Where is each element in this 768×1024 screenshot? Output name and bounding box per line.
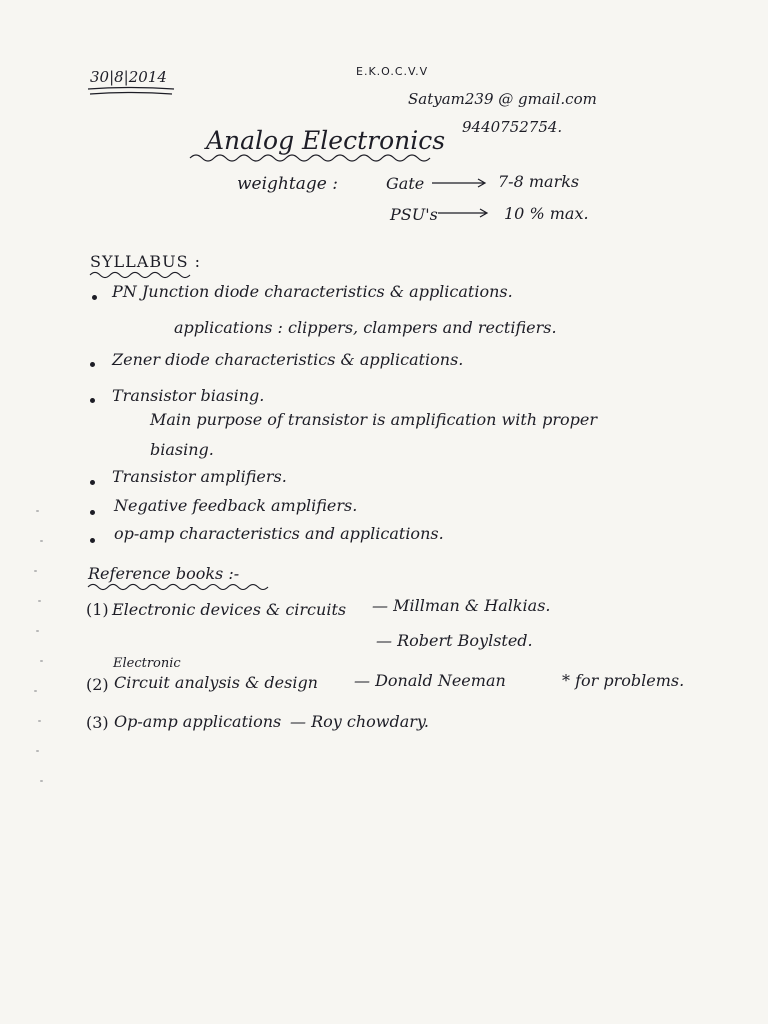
syllabus-item: Transistor biasing.: [112, 386, 265, 405]
reference-title: Electronic devices & circuits: [112, 600, 347, 619]
email: Satyam239 @ gmail.com: [408, 90, 597, 108]
date-underline: [86, 86, 176, 96]
title-underline: [188, 152, 438, 164]
arrow-right-icon: [430, 176, 490, 190]
syllabus-subitem: Main purpose of transistor is amplification with proper: [150, 410, 598, 429]
weightage-psu-value: 10 % max.: [504, 204, 589, 223]
reference-number: (1): [86, 600, 109, 619]
reference-number: (3): [86, 713, 109, 732]
bullet: [90, 510, 95, 515]
reference-author: — Millman & Halkias.: [372, 596, 551, 615]
bullet: [92, 295, 97, 300]
date: 30|8|2014: [90, 68, 167, 86]
reference-author: — Donald Neeman: [354, 671, 506, 690]
weightage-gate-value: 7-8 marks: [498, 172, 580, 191]
syllabus-item: Zener diode characteristics & applications.: [112, 350, 464, 369]
syllabus-heading: SYLLABUS :: [90, 252, 202, 271]
reference-title-prefix: Electronic: [113, 656, 181, 671]
syllabus-item: Transistor amplifiers.: [112, 467, 287, 486]
reference-note: * for problems.: [562, 671, 685, 690]
syllabus-subitem: applications : clippers, clampers and rectifiers.: [174, 318, 557, 337]
references-heading: Reference books :-: [88, 564, 240, 583]
syllabus-subitem-cont: biasing.: [150, 440, 214, 459]
syllabus-item: PN Junction diode characteristics & applications.: [112, 282, 513, 301]
references-underline: [86, 582, 276, 592]
arrow-right-icon: [436, 206, 492, 220]
weightage-psu-exam: PSU's: [390, 205, 438, 224]
reference-author-alt: — Robert Boylsted.: [376, 631, 533, 650]
reference-title: Circuit analysis & design: [114, 673, 318, 692]
bullet: [90, 480, 95, 485]
syllabus-item: op-amp characteristics and applications.: [114, 524, 444, 543]
phone: 9440752754.: [462, 118, 563, 136]
reference-author: — Roy chowdary.: [290, 712, 429, 731]
bullet: [90, 362, 95, 367]
syllabus-underline: [88, 270, 198, 280]
reference-number: (2): [86, 675, 109, 694]
syllabus-item: Negative feedback amplifiers.: [114, 496, 358, 515]
bullet: [90, 538, 95, 543]
page-title: Analog Electronics: [206, 126, 446, 155]
margin-marks: [30, 500, 60, 790]
bullet: [90, 398, 95, 403]
weightage-gate-exam: Gate: [386, 174, 425, 193]
weightage-label: weightage :: [237, 174, 338, 194]
reference-title: Op-amp applications: [114, 712, 282, 731]
author-initials: E.K.O.C.V.V: [356, 65, 429, 78]
